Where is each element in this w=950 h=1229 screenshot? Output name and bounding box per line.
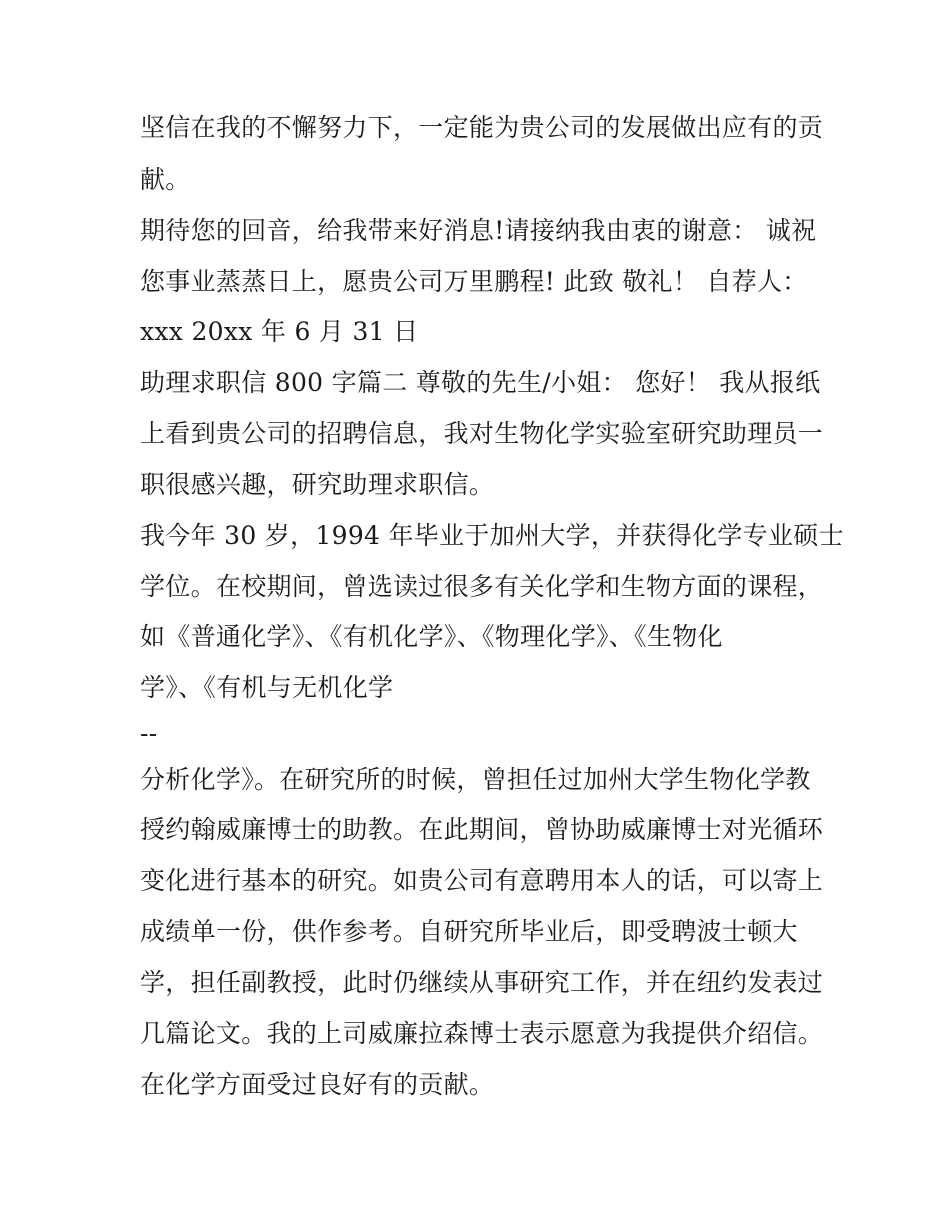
- text-line: 我今年 30 岁，1994 年毕业于加州大学，并获得化学专业硕士: [140, 521, 844, 550]
- text-line: 授约翰威廉博士的助教。在此期间，曾协助威廉博士对光循环: [140, 815, 824, 844]
- text-line: 如《普通化学》、《有机化学》、《物理化学》、《生物化: [140, 622, 723, 651]
- text-line: xxx 20xx 年 6 月 31 日: [140, 317, 419, 346]
- text-line: 分析化学》。在研究所的时候，曾担任过加州大学生物化学教: [140, 765, 811, 794]
- text-line: 成绩单一份，供作参考。自研究所毕业后，即受聘波士顿大: [140, 917, 798, 946]
- text-line: 变化进行基本的研究。如贵公司有意聘用本人的话，可以寄上: [140, 866, 824, 895]
- text-line: 您事业蒸蒸日上，愿贵公司万里鹏程! 此致 敬礼！ 自荐人：: [140, 267, 808, 296]
- text-line: 学》、《有机与无机化学: [140, 673, 394, 702]
- text-line: 学，担任副教授，此时仍继续从事研究工作，并在纽约发表过: [140, 968, 824, 997]
- text-line: 献。: [140, 165, 191, 194]
- text-line: 职很感兴趣，研究助理求职信。: [140, 470, 495, 499]
- text-line: 几篇论文。我的上司威廉拉森博士表示愿意为我提供介绍信。: [140, 1019, 824, 1048]
- text-line: 助理求职信 800 字篇二 尊敬的先生/小姐： 您好！ 我从报纸: [140, 368, 821, 397]
- text-line: 上看到贵公司的招聘信息，我对生物化学实验室研究助理员一: [140, 419, 824, 448]
- text-line: 学位。在校期间，曾选读过很多有关化学和生物方面的课程，: [140, 572, 824, 601]
- text-line: 期待您的回音，给我带来好消息!请接纳我由衷的谢意： 诚祝: [140, 216, 817, 245]
- text-line: 坚信在我的不懈努力下，一定能为贵公司的发展做出应有的贡: [140, 113, 824, 142]
- text-line: --: [140, 719, 158, 748]
- text-line: 在化学方面受过良好有的贡献。: [140, 1070, 495, 1099]
